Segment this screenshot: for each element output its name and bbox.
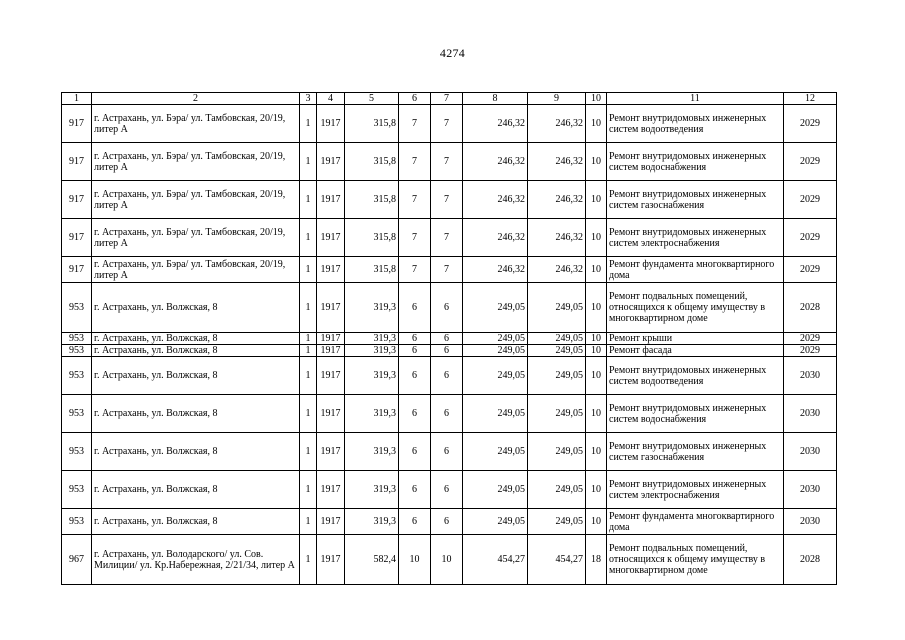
column-header: 2 [92,93,300,105]
col6-cell: 6 [399,395,431,433]
page-number: 4274 [439,46,466,60]
year-built-cell: 1917 [317,433,345,471]
col10-cell: 10 [586,143,607,181]
col6-cell: 7 [399,257,431,283]
table-row [62,471,837,509]
area-cell: 319,3 [345,509,399,535]
col7-cell: 7 [431,219,463,257]
address-cell: г. Астрахань, ул. Бэра/ ул. Тамбовская, 20/19, литер А [92,219,300,257]
area-cell: 315,8 [345,181,399,219]
table-row [62,105,837,143]
address-cell: г. Астрахань, ул. Волжская, 8 [92,283,300,333]
work-type-cell: Ремонт крыши [607,333,784,345]
table-row [62,345,837,357]
column-header: 6 [399,93,431,105]
work-type-cell: Ремонт фасада [607,345,784,357]
year-cell: 2029 [784,181,837,219]
object-id-cell: 917 [62,143,92,181]
area-cell: 582,4 [345,535,399,585]
table-row [62,181,837,219]
address-cell: г. Астрахань, ул. Бэра/ ул. Тамбовская, 20/19, литер А [92,257,300,283]
object-id-cell: 967 [62,535,92,585]
col3-cell: 1 [300,219,317,257]
col9-cell: 246,32 [528,219,586,257]
year-built-cell: 1917 [317,181,345,219]
col8-cell: 249,05 [463,509,528,535]
col8-cell: 246,32 [463,143,528,181]
area-cell: 319,3 [345,433,399,471]
col10-cell: 10 [586,509,607,535]
address-cell: г. Астрахань, ул. Волжская, 8 [92,509,300,535]
address-cell: г. Астрахань, ул. Бэра/ ул. Тамбовская, 20/19, литер А [92,143,300,181]
year-cell: 2030 [784,357,837,395]
col3-cell: 1 [300,471,317,509]
col8-cell: 249,05 [463,333,528,345]
work-type-cell: Ремонт фундамента многоквартирного дома [607,509,784,535]
object-id-cell: 953 [62,509,92,535]
col3-cell: 1 [300,357,317,395]
table-row [62,143,837,181]
column-header: 8 [463,93,528,105]
year-built-cell: 1917 [317,143,345,181]
col9-cell: 246,32 [528,105,586,143]
col9-cell: 249,05 [528,433,586,471]
address-cell: г. Астрахань, ул. Волжская, 8 [92,357,300,395]
col6-cell: 7 [399,105,431,143]
table-row [62,283,837,333]
col8-cell: 246,32 [463,219,528,257]
col8-cell: 246,32 [463,105,528,143]
object-id-cell: 917 [62,105,92,143]
year-cell: 2030 [784,471,837,509]
col3-cell: 1 [300,283,317,333]
col6-cell: 7 [399,181,431,219]
year-built-cell: 1917 [317,345,345,357]
col7-cell: 6 [431,395,463,433]
year-cell: 2029 [784,257,837,283]
year-built-cell: 1917 [317,283,345,333]
col10-cell: 10 [586,257,607,283]
column-header: 1 [62,93,92,105]
column-header: 11 [607,93,784,105]
col9-cell: 249,05 [528,471,586,509]
col7-cell: 6 [431,471,463,509]
col8-cell: 454,27 [463,535,528,585]
year-built-cell: 1917 [317,357,345,395]
work-type-cell: Ремонт внутридомовых инженерных систем газоснабжения [607,181,784,219]
column-header: 7 [431,93,463,105]
col10-cell: 10 [586,345,607,357]
col10-cell: 10 [586,471,607,509]
year-built-cell: 1917 [317,471,345,509]
col7-cell: 6 [431,345,463,357]
address-cell: г. Астрахань, ул. Волжская, 8 [92,333,300,345]
object-id-cell: 917 [62,219,92,257]
col10-cell: 10 [586,395,607,433]
col9-cell: 249,05 [528,283,586,333]
object-id-cell: 917 [62,257,92,283]
year-cell: 2029 [784,105,837,143]
col3-cell: 1 [300,535,317,585]
address-cell: г. Астрахань, ул. Волжская, 8 [92,471,300,509]
col3-cell: 1 [300,257,317,283]
col7-cell: 10 [431,535,463,585]
table-row [62,219,837,257]
address-cell: г. Астрахань, ул. Волжская, 8 [92,345,300,357]
year-built-cell: 1917 [317,105,345,143]
work-type-cell: Ремонт внутридомовых инженерных систем электроснабжения [607,471,784,509]
col10-cell: 10 [586,333,607,345]
col9-cell: 249,05 [528,333,586,345]
work-type-cell: Ремонт внутридомовых инженерных систем водоотведения [607,105,784,143]
table-row [62,257,837,283]
col7-cell: 6 [431,333,463,345]
column-header: 10 [586,93,607,105]
area-cell: 315,8 [345,143,399,181]
col6-cell: 6 [399,357,431,395]
col9-cell: 246,32 [528,257,586,283]
object-id-cell: 953 [62,283,92,333]
work-type-cell: Ремонт подвальных помещений, относящихся к общему имуществу в многоквартирном доме [607,535,784,585]
col6-cell: 6 [399,509,431,535]
col6-cell: 6 [399,433,431,471]
col6-cell: 6 [399,345,431,357]
column-header: 9 [528,93,586,105]
table-row [62,357,837,395]
year-cell: 2030 [784,509,837,535]
col7-cell: 6 [431,433,463,471]
col10-cell: 10 [586,219,607,257]
object-id-cell: 953 [62,433,92,471]
object-id-cell: 953 [62,333,92,345]
col8-cell: 249,05 [463,283,528,333]
object-id-cell: 953 [62,395,92,433]
area-cell: 315,8 [345,257,399,283]
col6-cell: 6 [399,471,431,509]
work-type-cell: Ремонт фундамента многоквартирного дома [607,257,784,283]
table-row [62,535,837,585]
col9-cell: 249,05 [528,345,586,357]
column-header: 3 [300,93,317,105]
year-cell: 2029 [784,219,837,257]
area-cell: 319,3 [345,283,399,333]
col7-cell: 7 [431,181,463,219]
repair-schedule-table [61,92,837,585]
address-cell: г. Астрахань, ул. Волжская, 8 [92,395,300,433]
col3-cell: 1 [300,333,317,345]
col10-cell: 10 [586,433,607,471]
col8-cell: 249,05 [463,433,528,471]
year-cell: 2028 [784,535,837,585]
work-type-cell: Ремонт внутридомовых инженерных систем водоснабжения [607,395,784,433]
area-cell: 315,8 [345,105,399,143]
object-id-cell: 953 [62,345,92,357]
col6-cell: 10 [399,535,431,585]
col9-cell: 454,27 [528,535,586,585]
col9-cell: 246,32 [528,181,586,219]
col10-cell: 10 [586,105,607,143]
column-header: 5 [345,93,399,105]
col6-cell: 6 [399,283,431,333]
column-header: 12 [784,93,837,105]
col7-cell: 7 [431,105,463,143]
year-cell: 2028 [784,283,837,333]
col8-cell: 249,05 [463,345,528,357]
year-cell: 2029 [784,143,837,181]
object-id-cell: 917 [62,181,92,219]
address-cell: г. Астрахань, ул. Володарского/ ул. Сов. Милиции/ ул. Кр.Набережная, 2/21/34, литер А [92,535,300,585]
col10-cell: 10 [586,357,607,395]
year-built-cell: 1917 [317,333,345,345]
area-cell: 319,3 [345,345,399,357]
table-row [62,395,837,433]
col10-cell: 10 [586,181,607,219]
col8-cell: 246,32 [463,181,528,219]
year-built-cell: 1917 [317,257,345,283]
col6-cell: 6 [399,333,431,345]
col3-cell: 1 [300,395,317,433]
col7-cell: 7 [431,143,463,181]
col3-cell: 1 [300,433,317,471]
year-cell: 2029 [784,345,837,357]
col3-cell: 1 [300,345,317,357]
table-body [62,105,837,585]
col9-cell: 246,32 [528,143,586,181]
year-cell: 2029 [784,333,837,345]
address-cell: г. Астрахань, ул. Бэра/ ул. Тамбовская, 20/19, литер А [92,181,300,219]
area-cell: 315,8 [345,219,399,257]
col3-cell: 1 [300,181,317,219]
address-cell: г. Астрахань, ул. Волжская, 8 [92,433,300,471]
area-cell: 319,3 [345,357,399,395]
col3-cell: 1 [300,105,317,143]
col8-cell: 249,05 [463,471,528,509]
column-header: 4 [317,93,345,105]
work-type-cell: Ремонт внутридомовых инженерных систем электроснабжения [607,219,784,257]
area-cell: 319,3 [345,471,399,509]
col7-cell: 6 [431,509,463,535]
address-cell: г. Астрахань, ул. Бэра/ ул. Тамбовская, 20/19, литер А [92,105,300,143]
year-cell: 2030 [784,395,837,433]
col7-cell: 7 [431,257,463,283]
col6-cell: 7 [399,143,431,181]
col7-cell: 6 [431,283,463,333]
object-id-cell: 953 [62,357,92,395]
col10-cell: 18 [586,535,607,585]
area-cell: 319,3 [345,395,399,433]
column-number-row [62,93,837,105]
col9-cell: 249,05 [528,509,586,535]
year-built-cell: 1917 [317,395,345,433]
table-row [62,509,837,535]
col3-cell: 1 [300,143,317,181]
col8-cell: 249,05 [463,357,528,395]
col8-cell: 249,05 [463,395,528,433]
year-built-cell: 1917 [317,219,345,257]
col3-cell: 1 [300,509,317,535]
work-type-cell: Ремонт внутридомовых инженерных систем водоснабжения [607,143,784,181]
year-cell: 2030 [784,433,837,471]
col9-cell: 249,05 [528,357,586,395]
work-type-cell: Ремонт внутридомовых инженерных систем газоснабжения [607,433,784,471]
col10-cell: 10 [586,283,607,333]
year-built-cell: 1917 [317,509,345,535]
year-built-cell: 1917 [317,535,345,585]
work-type-cell: Ремонт внутридомовых инженерных систем водоотведения [607,357,784,395]
col9-cell: 249,05 [528,395,586,433]
col7-cell: 6 [431,357,463,395]
work-type-cell: Ремонт подвальных помещений, относящихся к общему имуществу в многоквартирном доме [607,283,784,333]
table-row [62,333,837,345]
table-row [62,433,837,471]
col6-cell: 7 [399,219,431,257]
object-id-cell: 953 [62,471,92,509]
col8-cell: 246,32 [463,257,528,283]
area-cell: 319,3 [345,333,399,345]
